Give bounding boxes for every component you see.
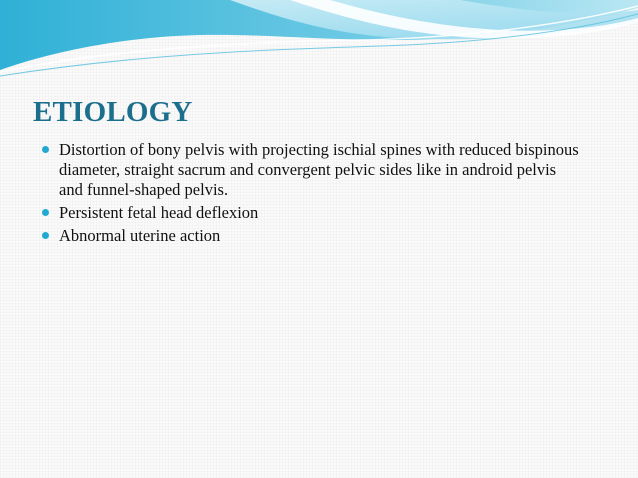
bullet-dot-icon — [42, 146, 49, 153]
bullet-dot-icon — [42, 209, 49, 216]
wave-banner-icon — [0, 0, 638, 80]
bullet-text: Abnormal uterine action — [59, 226, 221, 245]
bullet-text: Distortion of bony pelvis with projecting ischial spines with reduced bispinous diameter, straight sacrum and convergent pelvic sides like in android pelvis and funnel-shaped pelvis. — [59, 140, 579, 199]
slide-title: ETIOLOGY — [33, 96, 193, 128]
bullet-item — [42, 140, 582, 200]
bullet-item — [42, 226, 582, 246]
bullet-text: Persistent fetal head deflexion — [59, 203, 259, 222]
bullet-list — [42, 140, 582, 249]
bullet-item — [42, 203, 582, 223]
bullet-dot-icon — [42, 232, 49, 239]
